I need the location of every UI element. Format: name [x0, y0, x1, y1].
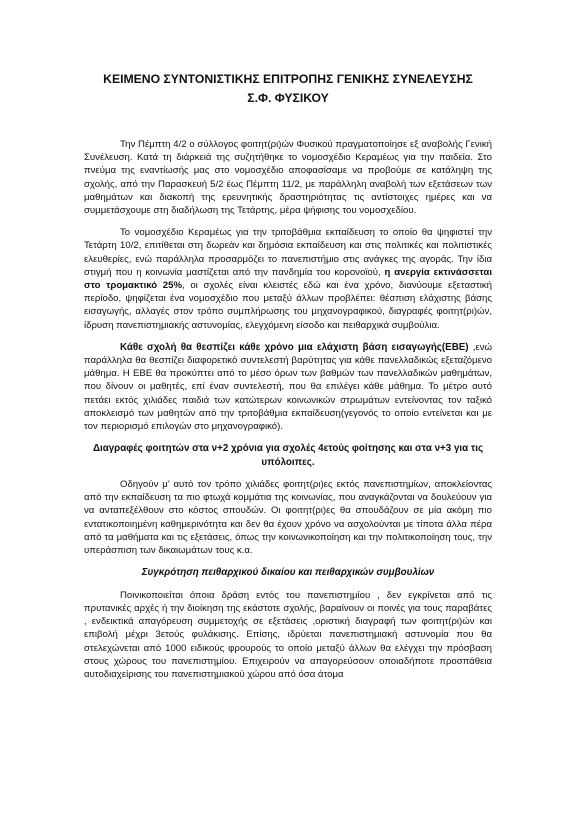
bill-overview-text: Το νομοσχέδιο Κεραμέως για την τριτοβάθμια εκπαίδευση το οποίο θα ψηφιστεί την Τετάρτη 10/2, επιτίθεται στη δωρεάν και δημόσια εκπαίδευση και στις πολιτικές και πολιτιστικές ελευθερίες, ενώ παράλληλα προσαρμόζει το πανεπιστήμιο στις ανάγκες της αγοράς. Την ίδια στιγμή που η κοινωνία μαστίζεται από την πανδημία του κορονοϊού, — [84, 227, 492, 278]
paragraph-minimum-entry-score — [84, 341, 492, 433]
paragraph-assembly-decision: Την Πέμπτη 4/2 ο σύλλογος φοιτητ(ρι)ών Φυσικού πραγματοποίησε εξ αναβολής Γενική Συνέλευση. Κατά τη διάρκειά της συζητήθηκε το νομοσχέδιο Κεραμέως για την παιδεία. Στο πνεύμα της εναντίωσής μας στο νομοσχέδιο αποφασίσαμε να προβούμε σε κατάληψη της σχολής, από την Παρασκευή 5/2 έως Πέμπτη 11/2, με παράλληλη αναβολή των εξετάσεων των μαθημάτων και διακοπή της ερευνητικής δραστηριότητας τις αντίστοιχες ημέρες και να συμμετάσχουμε στη διαδήλωση της Τετάρτης, μέρα ψήφισης του νομοσχεδίου. — [84, 139, 492, 217]
title-line-1: ΚΕΙΜΕΝΟ ΣΥΝΤΟΝΙΣΤΙΚΗΣ ΕΠΙΤΡΟΠΗΣ ΓΕΝΙΚΗΣ ΣΥΝΕΛΕΥΣΗΣ — [103, 72, 473, 86]
heading-student-expulsions: Διαγραφές φοιτητών στα ν+2 χρόνια για σχολές 4ετούς φοίτησης και στα ν+3 για τις υπόλοιπες. — [92, 443, 484, 468]
heading-disciplinary-boards: Συγκρότηση πειθαρχικού δικαίου και πειθαρχικών συμβουλίων — [141, 567, 435, 579]
minimum-entry-score-highlight: Κάθε σχολή θα θεσπίζει κάθε χρόνο μια ελάχιστη βάση εισαγωγής(ΕΒΕ) — [120, 341, 469, 353]
document-title — [84, 70, 492, 108]
minimum-entry-score-text: ,ενώ παράλληλα θα θεσπίζει διαφορετικό συντελεστή βαρύτητας για κάθε πανελλαδικώς εξεταζόμενο μάθημα. Η ΕΒΕ θα προκύπτει από το μέσο όρων των βαθμών των πανελλαδικών μαθημάτων, που δίνουν οι μαθητές, επί έναν συντελεστή, που θα επιλέγει κάθε μάθημα. Το μέτρο αυτό πετάει εκτός χιλιάδες παιδιά των κατώτερων κοινωνικών στρωμάτων εντείνοντας τον ταξικό αποκλεισμό των μαθητών από την τριτοβάθμια εκπαίδευση(γεγονός το οποίο εντείνεται και με τον περιορισμό επιλογών στο μηχανογραφικό). — [84, 341, 492, 433]
bill-provisions-text: , οι σχολές είναι κλειστές εδώ και ένα χρόνο, διανύουμε εξεταστική περίοδο, ψηφίζεται ένα νομοσχέδιο που μεταξύ άλλων προβλέπει: θέσπιση ελάχιστης βάσης εισαγωγής, αλλαγές στον τρόπο συμπλήρωσης του μηχανογραφικού, διαγραφές φοιτητ(ρι)ών, ίδρυση πανεπιστημιακής αστυνομίας, ελεγχόμενη είσοδο και πειθαρχικά συμβούλια. — [84, 280, 492, 331]
unemployment-highlight: η ανεργία εκτινάσσεται στο τρομακτικό 25% — [84, 266, 492, 292]
paragraph-bill-overview — [84, 226, 492, 332]
paragraph-disciplinary-boards: Ποινικοποιείται όποια δράση εντός του πανεπιστημίου , δεν εγκρίνεται από τις πρυτανικές αρχές ή την διοίκηση της εκάστοτε σχολής, βαραίνουν οι ποινές για τους παραβάτες , ενδεικτικά απαγόρευση συμμετοχής σε εξετάσεις ,οριστική διαγραφή των φοιτητ(ρι)ών και επιβολή μέχρι 3ετούς φυλάκισης. Επίσης, ιδρύεται πανεπιστημιακή αστυνομία που θα στελεχώνεται από 1000 ειδικούς φρουρούς το οποίο μεταξύ άλλων θα ελέγχει την πρόσβαση στους χώρους του πανεπιστημίου. Επιχειρούν να απαγορεύσουν οποιαδήποτε προσπάθεια αυτοδιαχείρισης του πανεπιστημιακού χώρου από όσα άτομα — [84, 589, 492, 680]
title-line-2: Σ.Φ. ΦΥΣΙΚΟΥ — [247, 91, 329, 105]
paragraph-student-expulsions: Οδηγούν μ’ αυτό τον τρόπο χιλιάδες φοιτητ(ρι)ες εκτός πανεπιστημίων, αποκλείοντας από την εκπαίδευση τα πιο φτωχά κομμάτια της κοινωνίας, που αναγκάζονται να δουλεύουν για να ανταπεξέλθουν στο κόστος σπουδών. Οι φοιτητ(ρι)ες θα σπουδάζουν σε μία ακόμη πιο εντατικοποιημένη καθημερινότητα και δεν θα έχουν χρόνο να ασχολούνται με τίποτα άλλα πέρα από τα μαθήματα και τις εξετάσεις, όπως την κοινωνικοποίηση και την πολιτικοποίηση τους, την υπεράσπιση των δικαιωμάτων τους κ.α. — [84, 479, 492, 557]
